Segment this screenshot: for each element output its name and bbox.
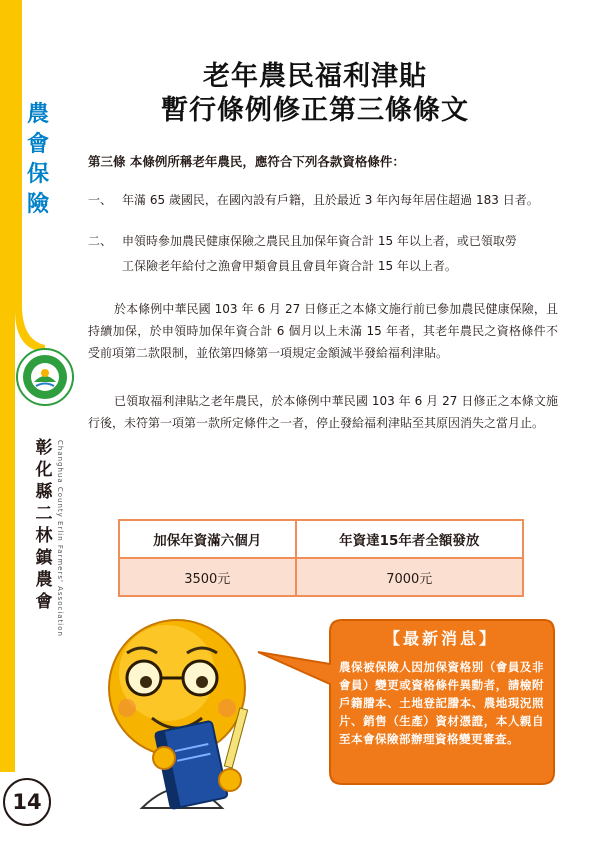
farmers-association-logo <box>16 348 74 406</box>
list-item-text: 年滿 65 歲國民，在國內設有戶籍，且於最近 3 年內每年居住超過 183 日者。 <box>122 193 539 207</box>
organization-name-vertical: 彰 化 縣 二 林 鎮 農 會 <box>35 438 53 612</box>
page-title <box>100 60 530 128</box>
table-header-row <box>119 520 523 558</box>
news-text: 農保被保險人因加保資格別（會員及非會員）變更或資格條件異動者，請檢附戶籍謄本、土地登記謄本、農地現況照片、銷售（生產）資材憑證，本人親自至本會保險部辦理資格變更審查。 <box>339 660 544 746</box>
table-header-cell: 年資達15年者全額發放 <box>296 520 523 558</box>
page-number: 14 <box>3 778 51 826</box>
list-item-text: 申領時參加農民健康保險之農民且加保年資合計 15 年以上者，或已領取勞 <box>122 234 517 248</box>
paragraph-2: 已領取福利津貼之老年農民，於本條例中華民國 103 年 6 月 27 日修正之本條文施行後，未符第一項第一款所定條件之一者，停止發給福利津貼至其原因消失之當月止。 <box>88 394 558 430</box>
list-item-continuation: 工保險老年給付之漁會甲類會員且會員年資合計 15 年以上者。 <box>122 259 457 273</box>
table-header-cell: 加保年資滿六個月 <box>119 520 296 558</box>
organization-name-english: Changhua County Erlin Farmers' Association <box>56 440 64 637</box>
table-cell: 3500元 <box>119 558 296 596</box>
title-line-1: 老年農民福利津貼 <box>203 61 427 92</box>
allowance-table <box>118 519 524 597</box>
list-item <box>88 189 539 211</box>
paragraph-1: 於本條例中華民國 103 年 6 月 27 日修正之本條文施行前已參加農民健康保險，且持續加保，於申領時加保年資合計 6 個月以上未滿 15 年者，其老年農民之資格條件不受前項第二款限制，並依第四條第一項規定金額減半發給福利津貼。 <box>88 302 558 360</box>
list-item-number: 一、 <box>88 193 113 207</box>
table-row <box>119 558 523 596</box>
news-title: 【最新消息】 <box>383 629 498 648</box>
list-item <box>88 230 517 252</box>
list-item-number: 二、 <box>88 234 113 248</box>
section-title-vertical: 農 會 保 險 <box>26 102 49 217</box>
table-cell: 7000元 <box>296 558 523 596</box>
title-line-2: 暫行條例修正第三條條文 <box>161 95 469 126</box>
article-lead: 第三條 本條例所稱老年農民，應符合下列各款資格條件： <box>88 154 405 169</box>
